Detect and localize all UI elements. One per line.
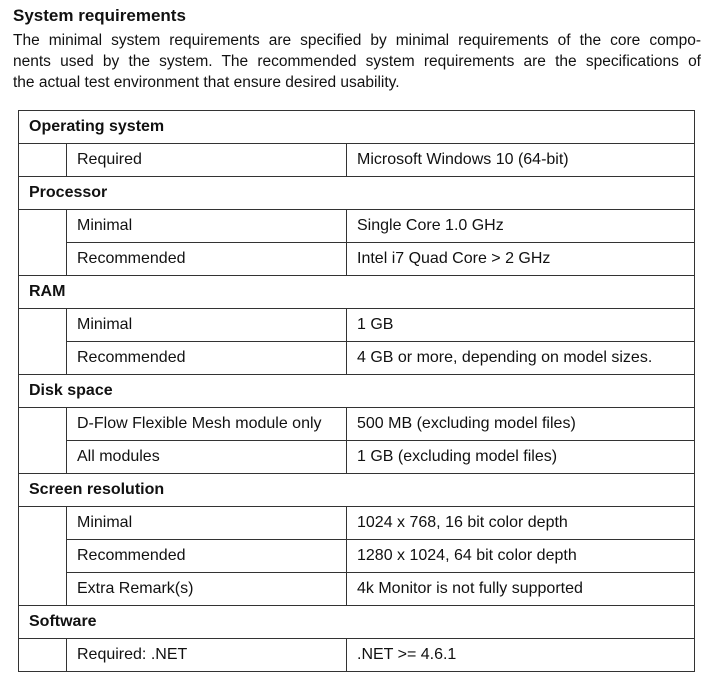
requirement-label: Extra Remark(s) [67, 573, 347, 606]
requirement-value: Intel i7 Quad Core > 2 GHz [347, 243, 695, 276]
section-row-screen-resolution [19, 474, 695, 507]
table-row [19, 144, 695, 177]
indent-cell [19, 507, 67, 606]
table-row [19, 507, 695, 540]
requirement-label: D-Flow Flexible Mesh module only [67, 408, 347, 441]
requirement-label: Minimal [67, 210, 347, 243]
section-row-processor [19, 177, 695, 210]
requirements-table [18, 110, 695, 672]
indent-cell [19, 408, 67, 474]
table-row [19, 210, 695, 243]
section-row-software [19, 606, 695, 639]
intro-paragraph [13, 30, 701, 93]
section-title-operating-system: Operating system [19, 111, 695, 144]
requirement-value: 500 MB (excluding model files) [347, 408, 695, 441]
table-row [19, 309, 695, 342]
requirement-value: 4k Monitor is not fully supported [347, 573, 695, 606]
requirement-label: Required: .NET [67, 639, 347, 672]
section-row-disk-space [19, 375, 695, 408]
indent-cell [19, 639, 67, 672]
requirement-label: Minimal [67, 507, 347, 540]
section-title-software: Software [19, 606, 695, 639]
requirement-label: Recommended [67, 540, 347, 573]
table-row [19, 408, 695, 441]
requirement-value: .NET >= 4.6.1 [347, 639, 695, 672]
table-row [19, 243, 695, 276]
section-title-screen-resolution: Screen resolution [19, 474, 695, 507]
requirement-label: Minimal [67, 309, 347, 342]
indent-cell [19, 309, 67, 375]
requirement-label: Recommended [67, 243, 347, 276]
requirement-value: Single Core 1.0 GHz [347, 210, 695, 243]
table-row [19, 342, 695, 375]
intro-line-1: The minimal system requirements are specified by minimal requirements of the core compo- [13, 32, 701, 49]
intro-line-2: nents used by the system. The recommended system requirements are the specifications of [13, 53, 701, 70]
intro-line-3: the actual test environment that ensure desired usability. [13, 74, 400, 91]
table-row [19, 540, 695, 573]
requirement-label: All modules [67, 441, 347, 474]
table-row [19, 639, 695, 672]
section-title-ram: RAM [19, 276, 695, 309]
requirement-label: Recommended [67, 342, 347, 375]
requirement-value: 1280 x 1024, 64 bit color depth [347, 540, 695, 573]
requirement-value: 1024 x 768, 16 bit color depth [347, 507, 695, 540]
indent-cell [19, 210, 67, 276]
section-heading: System requirements [13, 6, 186, 25]
section-title-processor: Processor [19, 177, 695, 210]
requirement-value: 4 GB or more, depending on model sizes. [347, 342, 695, 375]
requirement-value: 1 GB [347, 309, 695, 342]
table-row [19, 573, 695, 606]
indent-cell [19, 144, 67, 177]
section-row-ram [19, 276, 695, 309]
requirement-value: 1 GB (excluding model files) [347, 441, 695, 474]
section-title-disk-space: Disk space [19, 375, 695, 408]
section-row-operating-system [19, 111, 695, 144]
table-row [19, 441, 695, 474]
requirement-label: Required [67, 144, 347, 177]
requirement-value: Microsoft Windows 10 (64-bit) [347, 144, 695, 177]
